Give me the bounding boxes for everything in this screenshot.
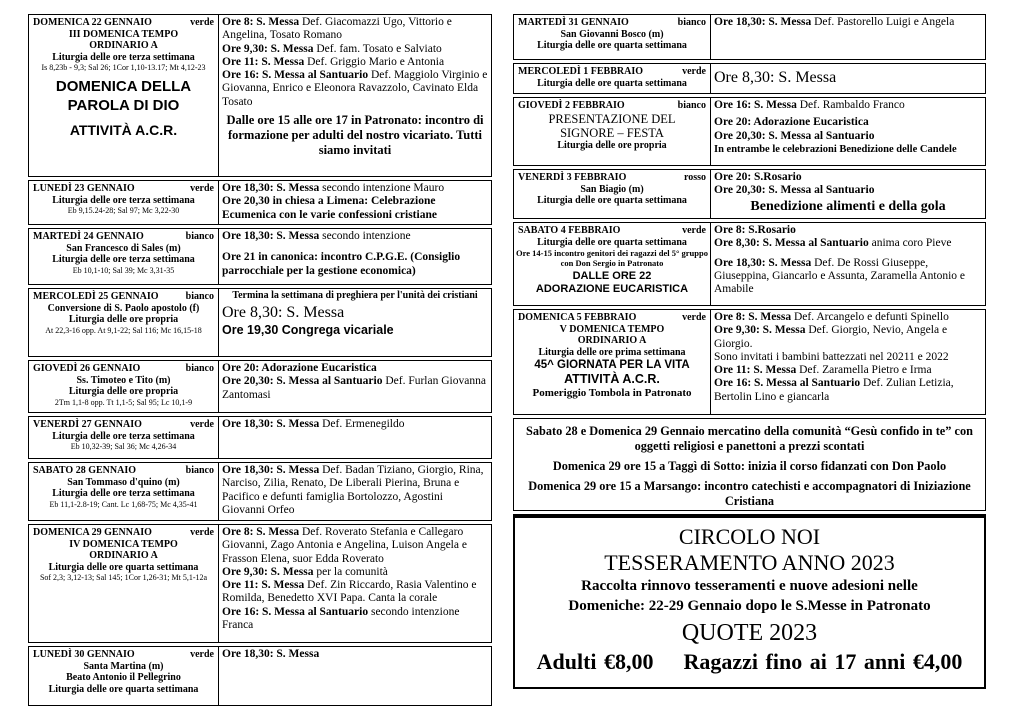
day-row — [28, 288, 492, 357]
day-title: DOMENICA 22 GENNAIO — [33, 17, 152, 28]
day-sub: Liturgia delle ore terza settimana — [52, 254, 195, 265]
day-cell — [29, 647, 219, 705]
day-sub: Ss. Timoteo e Tito (m) — [76, 374, 171, 386]
scripture-refs: Eb 11,1-2.8-19; Cant. Lc 1,68-75; Mc 4,35-41 — [49, 499, 198, 509]
scripture-refs: 2Tm 1,1-8 opp. Tt 1,1-5; Sal 95; Lc 10,1-9 — [54, 397, 193, 407]
day-sub: III DOMENICA TEMPO — [68, 28, 179, 40]
day-sub: ORDINARIO A — [89, 40, 158, 51]
event-line: Ore 11: S. Messa Def. Zaramella Pietro e Irma — [714, 364, 932, 377]
day-sub: Liturgia delle ore quarta settimana — [537, 77, 687, 89]
feast-title: SIGNORE – FESTA — [560, 125, 664, 140]
day-sub: Ore 14-15 incontro genitori dei ragazzi del 5° gruppo con Don Sergio in Patronato — [516, 248, 708, 268]
day-sub: Beato Antonio il Pellegrino — [66, 672, 181, 683]
event-line: Ore 18,30: S. Messa Def. De Rossi Giuseppe, Giuseppina, Giancarlo e Assunta, Zaramella Antonio e Amabile — [714, 256, 966, 296]
day-cell — [29, 463, 219, 520]
announcement: Dalle ore 15 alle ore 17 in Patronato: incontro di formazione per adulti del nostro vicariato. Tutti siamo invitati — [226, 113, 484, 158]
day-row — [28, 416, 492, 459]
highlight-adorazione: ADORAZIONE EUCARISTICA — [535, 283, 689, 295]
day-title: VENERDÌ 27 GENNAIO — [33, 419, 142, 430]
liturgical-color: verde — [190, 527, 214, 538]
day-row — [513, 63, 986, 94]
events-cell — [219, 15, 491, 176]
event-line: Ore 8: S.Rosario — [714, 224, 796, 236]
liturgical-color: verde — [190, 649, 214, 660]
day-sub: San Biagio (m) — [580, 183, 644, 195]
scripture-refs: Eb 9,15.24-28; Sal 97; Mc 3,22-30 — [67, 206, 180, 215]
scripture-refs: Eb 10,32-39; Sal 36; Mc 4,26-34 — [70, 442, 177, 451]
liturgical-color: bianco — [677, 17, 706, 28]
day-title: GIOVEDÌ 26 GENNAIO — [33, 363, 141, 374]
event-line: Ore 20: Adorazione Eucaristica — [222, 362, 377, 374]
announcement: Benedizione alimenti e della gola — [750, 198, 946, 214]
event-line: Ore 20,30: S. Messa al Santuario — [714, 129, 875, 142]
event-line: Ore 16: S. Messa al Santuario Def. Zulian Letizia, Bertolin Lino e giancarla — [714, 377, 954, 403]
day-row — [28, 180, 492, 225]
highlight-title: DALLE ORE 22 — [572, 270, 652, 282]
highlight-title: DOMENICA DELLA PAROLA DI DIO — [55, 78, 192, 114]
scripture-refs: At 22,3-16 opp. At 9,1-22; Sal 116; Mc 16,15-18 — [45, 325, 202, 335]
day-sub: Liturgia delle ore quarta settimana — [537, 40, 687, 51]
day-cell — [514, 15, 711, 59]
quote-prices: Adulti €8,00 Ragazzi fino ai 17 anni €4,00 — [536, 649, 963, 674]
scripture-refs: Is 8,23b - 9,3; Sal 26; 1Cor 1,10-13.17; Mt 4,12-23 — [41, 63, 206, 72]
circolo-text: Raccolta rinnovo tesseramenti e nuove adesioni nelle — [581, 578, 918, 594]
event-line: Ore 11: S. Messa Def. Zin Riccardo, Rasia Valentino e Romilda, Benedetto XVI Papa. Canta la corale — [222, 579, 477, 605]
events-cell — [711, 15, 985, 59]
day-sub: Liturgia delle ore quarta settimana — [537, 236, 687, 248]
day-row — [513, 169, 986, 219]
events-cell — [711, 310, 985, 414]
day-sub: Liturgia delle ore propria — [557, 139, 667, 151]
events-cell — [711, 170, 985, 218]
event-line: Ore 18,30: S. Messa Def. Ermenegildo — [222, 418, 405, 430]
day-cell — [29, 417, 219, 458]
liturgical-color: bianco — [185, 465, 214, 476]
event-line: Ore 16: S. Messa al Santuario secondo intenzione Franca — [222, 605, 460, 632]
notice: Sabato 28 e Domenica 29 Gennaio mercatino della comunità “Gesù confido in te” con oggetti religiosi e panettoni a prezzi scontati — [526, 424, 973, 453]
event-line: Ore 8: S. Messa Def. Arcangelo e defunti Spinello — [714, 311, 949, 323]
notice: Domenica 29 ore 15 a Marsango: incontro catechisti e accompagnatori di Iniziazione Cristiana — [528, 479, 971, 508]
highlight-tombola: Pomeriggio Tombola in Patronato — [532, 387, 692, 399]
note: Termina la settimana di preghiera per l'unità dei cristiani — [232, 290, 478, 301]
event-line: Ore 20: S.Rosario — [714, 171, 802, 183]
day-row — [28, 228, 492, 285]
day-row — [28, 360, 492, 413]
day-title: DOMENICA 5 FEBBRAIO — [518, 312, 637, 323]
day-sub: Liturgia delle ore terza settimana — [52, 430, 195, 442]
event-line: Ore 20,30: S. Messa al Santuario — [714, 184, 875, 197]
event-line: Ore 18,30: S. Messa secondo intenzione — [222, 230, 411, 242]
day-title: MERCOLEDÌ 25 GENNAIO — [33, 291, 159, 302]
highlight-title: 45^ GIORNATA PER LA VITA — [534, 359, 690, 371]
event-line: Ore 20,30 in chiesa a Limena: Celebrazione Ecumenica con le varie confessioni cristiane — [222, 195, 437, 221]
event-congrega: Ore 19,30 Congrega vicariale — [222, 323, 394, 337]
day-sub: Liturgia delle ore terza settimana — [52, 488, 195, 499]
notice: Domenica 29 ore 15 a Taggì di Sotto: inizia il corso fidanzati con Don Paolo — [552, 459, 947, 473]
day-sub: ORDINARIO A — [577, 335, 647, 346]
circolo-text: Domeniche: 22-29 Gennaio dopo le S.Messe in Patronato — [568, 598, 931, 614]
day-sub: Liturgia delle ore quarta settimana — [48, 561, 199, 573]
scripture-refs: Eb 10,1-10; Sal 39; Mc 3,31-35 — [72, 265, 175, 275]
highlight-acr: ATTIVITÀ A.C.R. — [69, 122, 178, 138]
day-row — [28, 524, 492, 643]
events-cell — [219, 361, 491, 412]
circolo-noi-box — [513, 514, 986, 689]
event-big: Ore 8,30: S. Messa — [222, 304, 345, 321]
day-sub: Liturgia delle ore terza settimana — [52, 51, 195, 63]
event-line: Ore 8: S. Messa Def. Roverato Stefania e Callegaro Giovanni, Zago Antonia e Angelina, Luison Angela e Frasson Elena, suor Edda Roverato — [222, 526, 467, 565]
scripture-refs: Sof 2,3; 3,12-13; Sal 145; 1Cor 1,26-31; Mt 5,1-12a — [39, 573, 208, 582]
day-cell — [29, 229, 219, 284]
liturgical-color: verde — [190, 183, 214, 194]
day-sub: Santa Martina (m) — [83, 660, 164, 672]
day-cell — [29, 361, 219, 412]
day-sub: IV DOMENICA TEMPO — [69, 538, 178, 550]
events-cell — [711, 64, 985, 93]
day-row — [513, 222, 986, 306]
event-line: Ore 11: S. Messa Def. Griggio Mario e Antonia — [222, 55, 445, 68]
day-sub: San Giovanni Bosco (m) — [560, 28, 664, 40]
day-cell — [29, 289, 219, 356]
events-cell — [219, 525, 491, 642]
events-cell — [219, 229, 491, 284]
day-cell — [514, 64, 711, 93]
day-title: SABATO 4 FEBBRAIO — [518, 225, 621, 236]
right-column — [513, 14, 986, 689]
day-sub: San Tommaso d'quino (m) — [67, 476, 180, 488]
day-sub: Liturgia delle ore propria — [68, 386, 179, 397]
day-cell — [514, 170, 711, 218]
circolo-title: CIRCOLO NOI — [678, 524, 821, 549]
day-title: LUNEDÌ 30 GENNAIO — [33, 649, 135, 660]
liturgical-color: verde — [190, 17, 214, 28]
event-line: Ore 16: S. Messa Def. Rambaldo Franco — [714, 99, 905, 111]
events-cell — [711, 98, 985, 165]
day-cell — [29, 525, 219, 642]
events-cell — [219, 463, 491, 520]
highlight-acr: ATTIVITÀ A.C.R. — [564, 372, 660, 386]
notices-box — [513, 418, 986, 511]
liturgical-color: bianco — [677, 100, 706, 111]
liturgical-color: bianco — [185, 363, 214, 374]
event-line: Ore 16: S. Messa al Santuario Def. Maggiolo Virginio e Giovanna, Enrico e Eleonora Ravazzolo, Cavinato Elda Tosato — [222, 69, 488, 108]
day-sub: ORDINARIO A — [89, 550, 158, 561]
day-cell — [514, 310, 711, 414]
day-sub: Liturgia delle ore terza settimana — [52, 194, 195, 206]
event-line: Ore 20,30: S. Messa al Santuario Def. Furlan Giovanna Zantomasi — [222, 375, 486, 401]
events-cell — [219, 289, 491, 356]
day-title: SABATO 28 GENNAIO — [33, 465, 136, 476]
event-line: Ore 9,30: S. Messa Def. Giorgio, Nevio, Angela e Giorgio. — [714, 324, 948, 350]
day-title: LUNEDÌ 23 GENNAIO — [33, 183, 135, 194]
day-sub: San Francesco di Sales (m) — [66, 242, 181, 254]
event-line: Ore 9,30: S. Messa Def. fam. Tosato e Salviato — [222, 42, 442, 55]
day-cell — [29, 181, 219, 224]
day-sub: Conversione di S. Paolo apostolo (f) — [47, 302, 200, 314]
day-row — [513, 309, 986, 415]
day-row — [28, 646, 492, 706]
day-title: GIOVEDÌ 2 FEBBRAIO — [518, 100, 625, 111]
event-line: Ore 9,30: S. Messa per la comunità — [222, 565, 388, 578]
event-line: Ore 18,30: S. Messa secondo intenzione Mauro — [222, 182, 445, 194]
day-sub: Liturgia delle ore propria — [68, 314, 179, 325]
day-row — [28, 14, 492, 177]
event-line: Sono invitati i bambini battezzati nel 20211 e 2022 — [714, 350, 949, 363]
events-cell — [219, 181, 491, 224]
day-cell — [29, 15, 219, 176]
day-title: VENERDÌ 3 FEBBRAIO — [518, 172, 627, 183]
events-cell — [219, 417, 491, 458]
liturgical-color: rosso — [683, 172, 706, 183]
day-title: MERCOLEDÌ 1 FEBBRAIO — [518, 66, 644, 77]
event-line: Ore 18,30: S. Messa — [222, 648, 320, 660]
event-line: Ore 18,30: S. Messa Def. Pastorello Luigi e Angela — [714, 16, 955, 28]
day-row — [28, 462, 492, 521]
event-line: Ore 20: Adorazione Eucaristica — [714, 116, 869, 129]
event-line: In entrambe le celebrazioni Benedizione delle Candele — [714, 143, 957, 155]
day-sub: Liturgia delle ore quarta settimana — [537, 195, 687, 206]
day-row — [513, 97, 986, 166]
day-sub: Liturgia delle ore prima settimana — [538, 346, 686, 358]
liturgical-color: verde — [682, 225, 706, 236]
liturgical-color: bianco — [185, 231, 214, 242]
event-line: Ore 21 in canonica: incontro C.P.G.E. (Consiglio parrocchiale per la gestione economica) — [222, 251, 461, 277]
day-title: DOMENICA 29 GENNAIO — [33, 527, 152, 538]
day-sub: V DOMENICA TEMPO — [559, 323, 665, 335]
event-line: Ore 8,30: S. Messa al Santuario anima coro Pieve — [714, 237, 952, 250]
events-cell — [219, 647, 491, 705]
day-cell — [514, 98, 711, 165]
left-column — [28, 14, 492, 709]
event-line: Ore 18,30: S. Messa Def. Badan Tiziano, Giorgio, Rina, Narciso, Zilia, Renato, De Liberali Pierina, Bruna e Pacifico e defunti famiglia Bortolozzo, Agostini Giovanni Orfeo — [222, 464, 484, 516]
liturgical-color: verde — [682, 66, 706, 77]
event-line: Ore 8: S. Messa Def. Giacomazzi Ugo, Vittorio e Angelina, Tosato Romano — [222, 16, 452, 42]
day-title: MARTEDÌ 31 GENNAIO — [518, 17, 629, 28]
liturgical-color: verde — [682, 312, 706, 323]
liturgical-color: bianco — [185, 291, 214, 302]
events-cell — [711, 223, 985, 305]
event-big: Ore 8,30: S. Messa — [714, 69, 837, 86]
liturgical-color: verde — [190, 419, 214, 430]
day-sub: Liturgia delle ore quarta settimana — [48, 683, 199, 695]
quote-title: QUOTE 2023 — [681, 620, 818, 646]
day-cell — [514, 223, 711, 305]
day-row — [513, 14, 986, 60]
feast-title: PRESENTAZIONE DEL — [548, 111, 676, 126]
tesseramento-title: TESSERAMENTO ANNO 2023 — [604, 550, 895, 575]
day-title: MARTEDÌ 24 GENNAIO — [33, 231, 144, 242]
